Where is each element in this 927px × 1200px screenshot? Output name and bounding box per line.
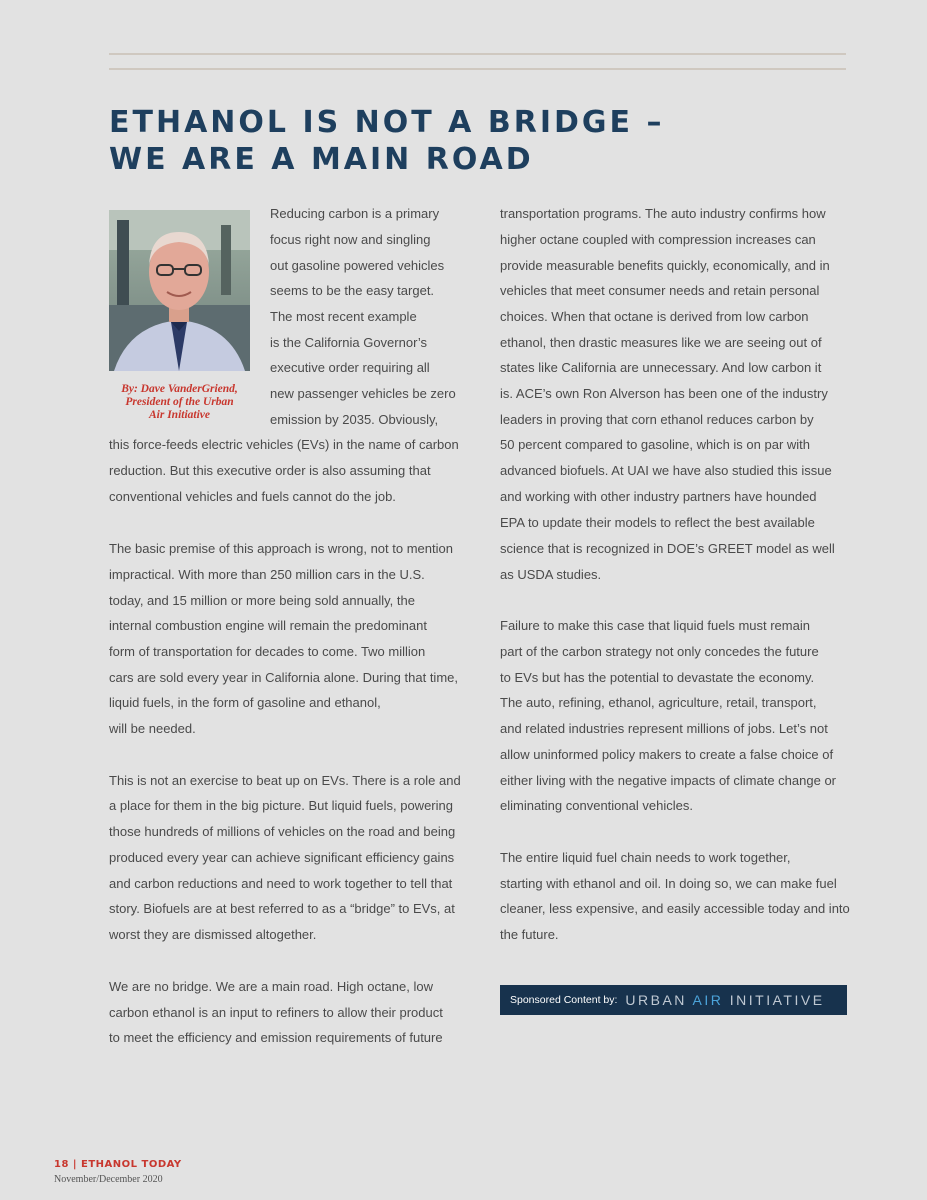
title-line: ETHANOL IS NOT A BRIDGE – xyxy=(109,105,665,140)
body-text-line: conventional vehicles and fuels cannot do the job. xyxy=(109,489,396,504)
body-text-line: higher octane coupled with compression increases can xyxy=(500,232,816,247)
body-text-line: this force-feeds electric vehicles (EVs) in the name of carbon xyxy=(109,437,459,452)
body-text-line: as USDA studies. xyxy=(500,567,602,582)
body-text-line: out gasoline powered vehicles xyxy=(270,258,445,273)
author-photo xyxy=(109,210,250,371)
sponsor-label: Sponsored Content by: xyxy=(510,994,618,1006)
body-text-line: produced every year can achieve significant efficiency gains xyxy=(109,850,455,865)
body-text-line: The most recent example xyxy=(270,309,417,324)
body-text-line: The auto, refining, ethanol, agriculture, retail, transport, xyxy=(500,695,817,710)
body-text-line: emission by 2035. Obviously, xyxy=(270,412,439,427)
body-text-line: to meet the efficiency and emission requirements of future xyxy=(109,1030,443,1045)
body-text-line: either living with the negative impacts of climate change or xyxy=(500,773,837,788)
body-text-line: those hundreds of millions of vehicles on the road and being xyxy=(109,824,456,839)
body-text-line: is the California Governor’s xyxy=(270,335,428,350)
body-text-line: cars are sold every year in California alone. During that time, xyxy=(109,670,458,685)
sponsor-banner xyxy=(500,985,847,1015)
body-text-line: and working with other industry partners have hounded xyxy=(500,489,817,504)
article-title xyxy=(109,104,809,178)
body-text-line: Failure to make this case that liquid fuels must remain xyxy=(500,618,810,633)
body-text-line: starting with ethanol and oil. In doing so, we can make fuel xyxy=(500,876,837,891)
body-text-line: story. Biofuels are at best referred to as a “bridge” to EVs, at xyxy=(109,901,455,916)
body-text-line: carbon ethanol is an input to refiners to allow their product xyxy=(109,1005,443,1020)
body-text-line: 50 percent compared to gasoline, which is on par with xyxy=(500,437,811,452)
title-line: WE ARE A MAIN ROAD xyxy=(109,142,534,177)
body-text-line: ethanol, then drastic measures like we are seeing out of xyxy=(500,335,822,350)
body-text-line: today, and 15 million or more being sold annually, the xyxy=(109,593,415,608)
byline-line: By: Dave VanderGriend, xyxy=(121,383,238,395)
urban-air-initiative-logo xyxy=(625,992,824,1008)
body-text-line: executive order requiring all xyxy=(270,360,430,375)
body-text-line: advanced biofuels. At UAI we have also studied this issue xyxy=(500,463,832,478)
body-text-line: to EVs but has the potential to devastate the economy. xyxy=(500,670,815,685)
body-text-line: part of the carbon strategy not only concedes the future xyxy=(500,644,819,659)
body-text-line: the future. xyxy=(500,927,559,942)
body-text-line: is. ACE’s own Ron Alverson has been one of the industry xyxy=(500,386,828,401)
author-byline xyxy=(109,383,250,422)
body-text-line: Reducing carbon is a primary xyxy=(270,206,440,221)
body-text-line: We are no bridge. We are a main road. High octane, low xyxy=(109,979,433,994)
top-rule-secondary xyxy=(109,68,846,70)
logo-word-urban: URBAN xyxy=(625,992,687,1008)
body-text-line: vehicles that meet consumer needs and retain personal xyxy=(500,283,820,298)
body-text-line: provide measurable benefits quickly, economically, and in xyxy=(500,258,830,273)
body-text-line: reduction. But this executive order is also assuming that xyxy=(109,463,431,478)
body-text-line: new passenger vehicles be zero xyxy=(270,386,456,401)
body-text-line: science that is recognized in DOE’s GREET model as well xyxy=(500,541,835,556)
body-text-line: seems to be the easy target. xyxy=(270,283,435,298)
body-text-line: The entire liquid fuel chain needs to work together, xyxy=(500,850,791,865)
body-text-line: cleaner, less expensive, and easily accessible today and into xyxy=(500,901,850,916)
logo-word-air: AIR xyxy=(692,992,724,1008)
body-text-line: focus right now and singling xyxy=(270,232,431,247)
body-text-line: will be needed. xyxy=(109,721,196,736)
top-rule xyxy=(109,53,846,55)
body-text-line: eliminating conventional vehicles. xyxy=(500,798,693,813)
body-text-line: form of transportation for decades to come. Two million xyxy=(109,644,426,659)
body-text-line: impractical. With more than 250 million cars in the U.S. xyxy=(109,567,425,582)
logo-word-initiative: INITIATIVE xyxy=(729,992,825,1008)
body-text-line: and related industries represent millions of jobs. Let’s not xyxy=(500,721,828,736)
body-text-line: The basic premise of this approach is wrong, not to mention xyxy=(109,541,453,556)
issue-date: November/December 2020 xyxy=(54,1174,163,1185)
byline-line: President of the Urban xyxy=(125,396,234,408)
body-text-line: transportation programs. The auto industry confirms how xyxy=(500,206,826,221)
body-text-line: worst they are dismissed altogether. xyxy=(109,927,317,942)
body-text-line: and carbon reductions and need to work together to tell that xyxy=(109,876,453,891)
body-text-line: allow uninformed policy makers to create a false choice of xyxy=(500,747,834,762)
body-text-line: internal combustion engine will remain the predominant xyxy=(109,618,427,633)
body-text-line: choices. When that octane is derived from low carbon xyxy=(500,309,809,324)
page-folio: 18 | ETHANOL TODAY xyxy=(54,1159,182,1170)
body-text-line: states like California are unnecessary. And low carbon it xyxy=(500,360,822,375)
body-text-line: liquid fuels, in the form of gasoline and ethanol, xyxy=(109,695,381,710)
byline-line: Air Initiative xyxy=(148,409,211,421)
body-text-line: This is not an exercise to beat up on EVs. There is a role and xyxy=(109,773,461,788)
body-text-line: EPA to update their models to reflect the best available xyxy=(500,515,815,530)
body-text-line: a place for them in the big picture. But liquid fuels, powering xyxy=(109,798,453,813)
body-text-line: leaders in proving that corn ethanol reduces carbon by xyxy=(500,412,814,427)
